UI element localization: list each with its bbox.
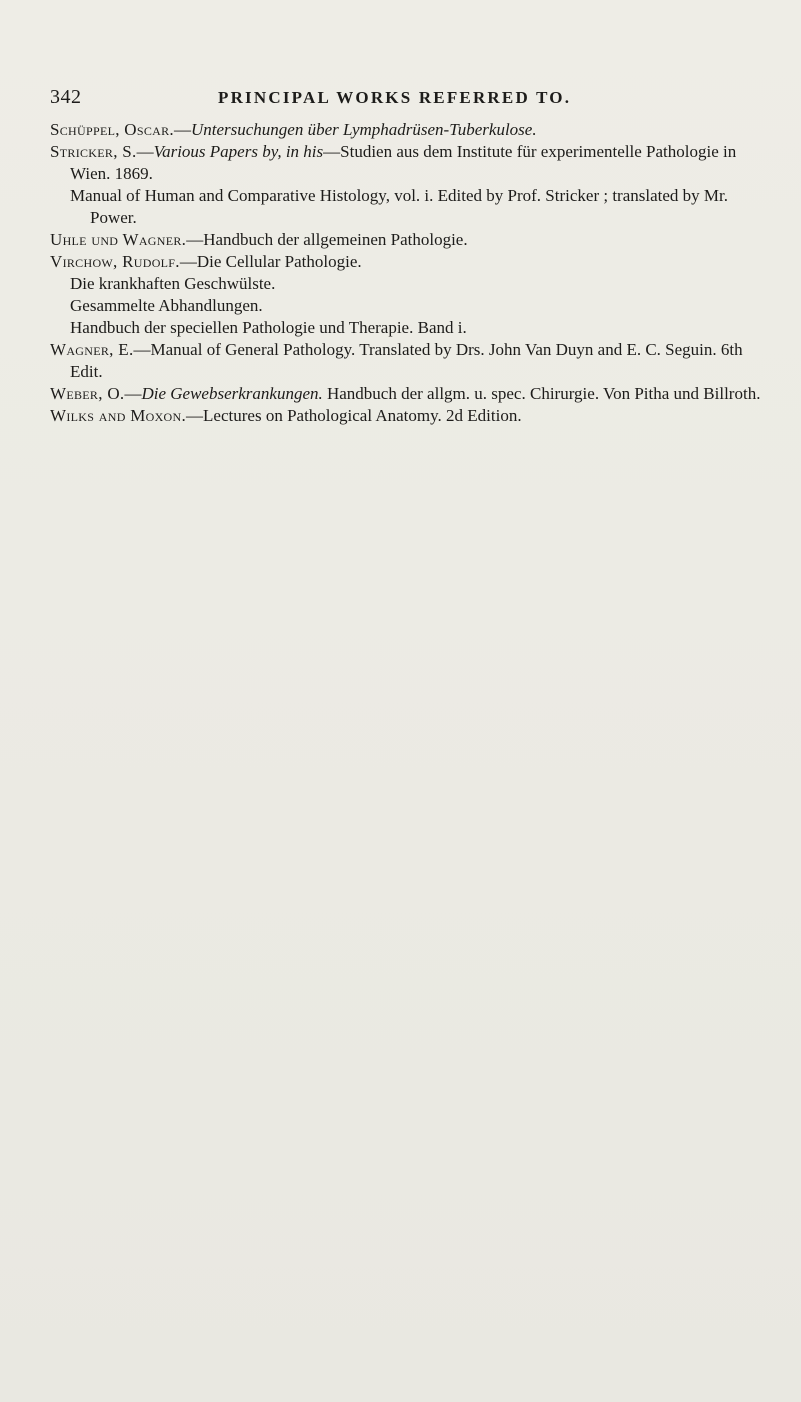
reference-entry-wilks-moxon bbox=[50, 405, 770, 427]
page-number: 342 bbox=[50, 86, 82, 108]
reference-dash: — bbox=[124, 384, 142, 403]
reference-details: Lectures on Pathological Anatomy. 2d Edition. bbox=[203, 406, 522, 425]
reference-entry-weber bbox=[50, 383, 770, 405]
running-title: PRINCIPAL WORKS REFERRED TO. bbox=[218, 88, 572, 107]
page-header bbox=[50, 86, 770, 114]
reference-subentry-virchow-abhandlungen bbox=[50, 295, 770, 317]
reference-entry-virchow bbox=[50, 251, 770, 273]
reference-subentry-stricker-manual bbox=[50, 185, 770, 229]
reference-author: Virchow, Rudolf. bbox=[50, 252, 180, 271]
reference-title: Various Papers by, in his bbox=[153, 142, 324, 161]
reference-author: Wagner, E. bbox=[50, 340, 134, 359]
reference-subentry-text: Die krankhaften Geschwülste. bbox=[70, 274, 276, 293]
reference-author: Schüppel, Oscar. bbox=[50, 120, 174, 139]
reference-dash: — bbox=[179, 252, 197, 271]
reference-author: Wilks and Moxon. bbox=[50, 406, 187, 425]
reference-author: Stricker, S. bbox=[50, 142, 137, 161]
reference-details: Handbuch der allgemeinen Pathologie. bbox=[203, 230, 468, 249]
reference-author: Weber, O. bbox=[50, 384, 125, 403]
reference-subentry-virchow-handbuch bbox=[50, 317, 770, 339]
reference-entry-stricker bbox=[50, 141, 770, 185]
reference-title: Die Gewebserkrankungen. bbox=[141, 384, 323, 403]
reference-dash: — bbox=[186, 406, 204, 425]
reference-dash: — bbox=[186, 230, 204, 249]
reference-subentry-text: Handbuch der speciellen Pathologie und Therapie. Band i. bbox=[70, 318, 467, 337]
reference-title: Untersuchungen über Lymphadrüsen-Tuberkulose. bbox=[190, 120, 537, 139]
reference-details: —Studien aus dem Institute für experimentelle Pathologie in Wien. 1869. bbox=[70, 142, 737, 183]
reference-list bbox=[50, 119, 770, 427]
reference-entry-schuppel bbox=[50, 119, 770, 141]
reference-entry-uhle-wagner bbox=[50, 229, 770, 251]
reference-details: Die Cellular Pathologie. bbox=[196, 252, 362, 271]
reference-dash: — bbox=[133, 340, 151, 359]
reference-entry-wagner bbox=[50, 339, 770, 383]
reference-dash: — bbox=[173, 120, 191, 139]
reference-subentry-text: Manual of Human and Comparative Histology, vol. i. Edited by Prof. Stricker ; translated by Mr. Power. bbox=[70, 186, 729, 227]
reference-author: Uhle und Wagner. bbox=[50, 230, 187, 249]
reference-details: Handbuch der allgm. u. spec. Chirurgie. Von Pitha und Billroth. bbox=[322, 384, 761, 403]
reference-subentry-text: Gesammelte Abhandlungen. bbox=[70, 296, 263, 315]
reference-dash: — bbox=[136, 142, 154, 161]
reference-subentry-virchow-geschwulste bbox=[50, 273, 770, 295]
reference-details: Manual of General Pathology. Translated by Drs. John Van Duyn and E. C. Seguin. 6th Edit. bbox=[70, 340, 743, 381]
